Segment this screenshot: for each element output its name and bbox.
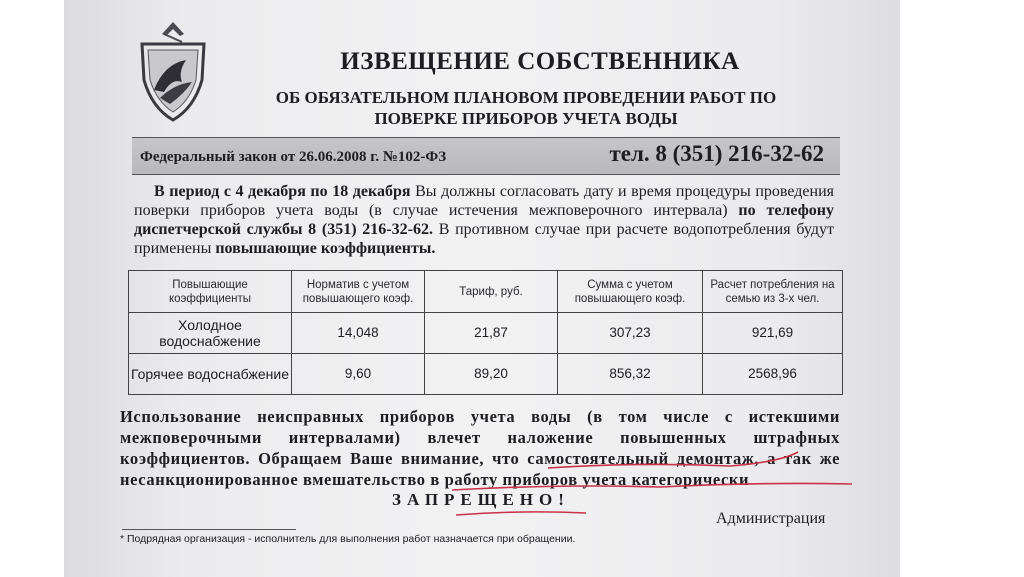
row-label: Холодное водоснабжение: [129, 313, 292, 354]
table-header-cell: Тариф, руб.: [425, 271, 558, 313]
phone-number: тел. 8 (351) 216-32-62: [609, 141, 824, 166]
footnote-divider: [122, 529, 296, 530]
signature-administration: Администрация: [716, 510, 826, 527]
row-label: Горячее водоснабжение: [129, 354, 292, 395]
federal-law-reference: Федеральный закон от 26.06.2008 г. №102-ФЗ: [140, 149, 447, 165]
warning-paragraph: Использование неисправных приборов учета воды (в том числе с истекшими межповерочными интервалами) влечет наложение повышенных штрафных коэффициентов. Обращаем Ваше внимание, что самостоятельный демонтаж, а так же несанкционированное вмешательство в работу приборов учета категорически: [120, 407, 840, 489]
subtitle-line-1: ОБ ОБЯЗАТЕЛЬНОМ ПЛАНОВОМ ПРОВЕДЕНИИ РАБОТ ПО: [275, 88, 777, 107]
instruction-paragraph: [134, 182, 834, 258]
table-row: [129, 313, 843, 354]
otherwise-text: В противном случае при расчете водопотребления будут применены: [134, 221, 834, 257]
table-header-cell: Сумма с учетом повышающего коэф.: [558, 271, 703, 313]
table-cell: 856,32: [558, 354, 703, 395]
agree-date-text: Вы должны согласовать дату и время процедуры проведения поверки приборов учета воды (в случае истечения межповерочного интервала): [134, 183, 835, 219]
table-cell: 921,69: [703, 313, 843, 354]
period-text: В период с 4 декабря по 18 декабря: [154, 183, 411, 200]
footnote: * Подрядная организация - исполнитель для выполнения работ назначается при обращении.: [120, 533, 576, 545]
notice-subtitle: [236, 87, 816, 129]
law-phone-bar: [132, 137, 840, 175]
table-cell: 2568,96: [703, 354, 843, 395]
coefficients-text: повышающие коэффициенты.: [215, 240, 436, 257]
forbidden-text: ЗАПРЕЩЕНО!: [392, 490, 570, 509]
table-cell: 14,048: [292, 313, 425, 354]
table-cell: 89,20: [425, 354, 558, 395]
table-cell: 307,23: [558, 313, 703, 354]
subtitle-line-2: ПОВЕРКЕ ПРИБОРОВ УЧЕТА ВОДЫ: [374, 109, 678, 128]
table-header-cell: Расчет потребления на семью из 3-х чел.: [703, 271, 843, 313]
table-header-row: [129, 271, 843, 313]
notice-title: ИЗВЕЩЕНИЕ СОБСТВЕННИКА: [340, 48, 740, 75]
table-row: [129, 354, 843, 395]
table-cell: 9,60: [292, 354, 425, 395]
table-header-cell: Повышающие коэффициенты: [129, 271, 292, 313]
table-header-cell: Норматив с учетом повышающего коэф.: [292, 271, 425, 313]
table-cell: 21,87: [425, 313, 558, 354]
tariff-table: [128, 270, 843, 395]
dispatch-phone-text: по телефону диспетчерской службы 8 (351) 216-32-62.: [134, 202, 834, 238]
